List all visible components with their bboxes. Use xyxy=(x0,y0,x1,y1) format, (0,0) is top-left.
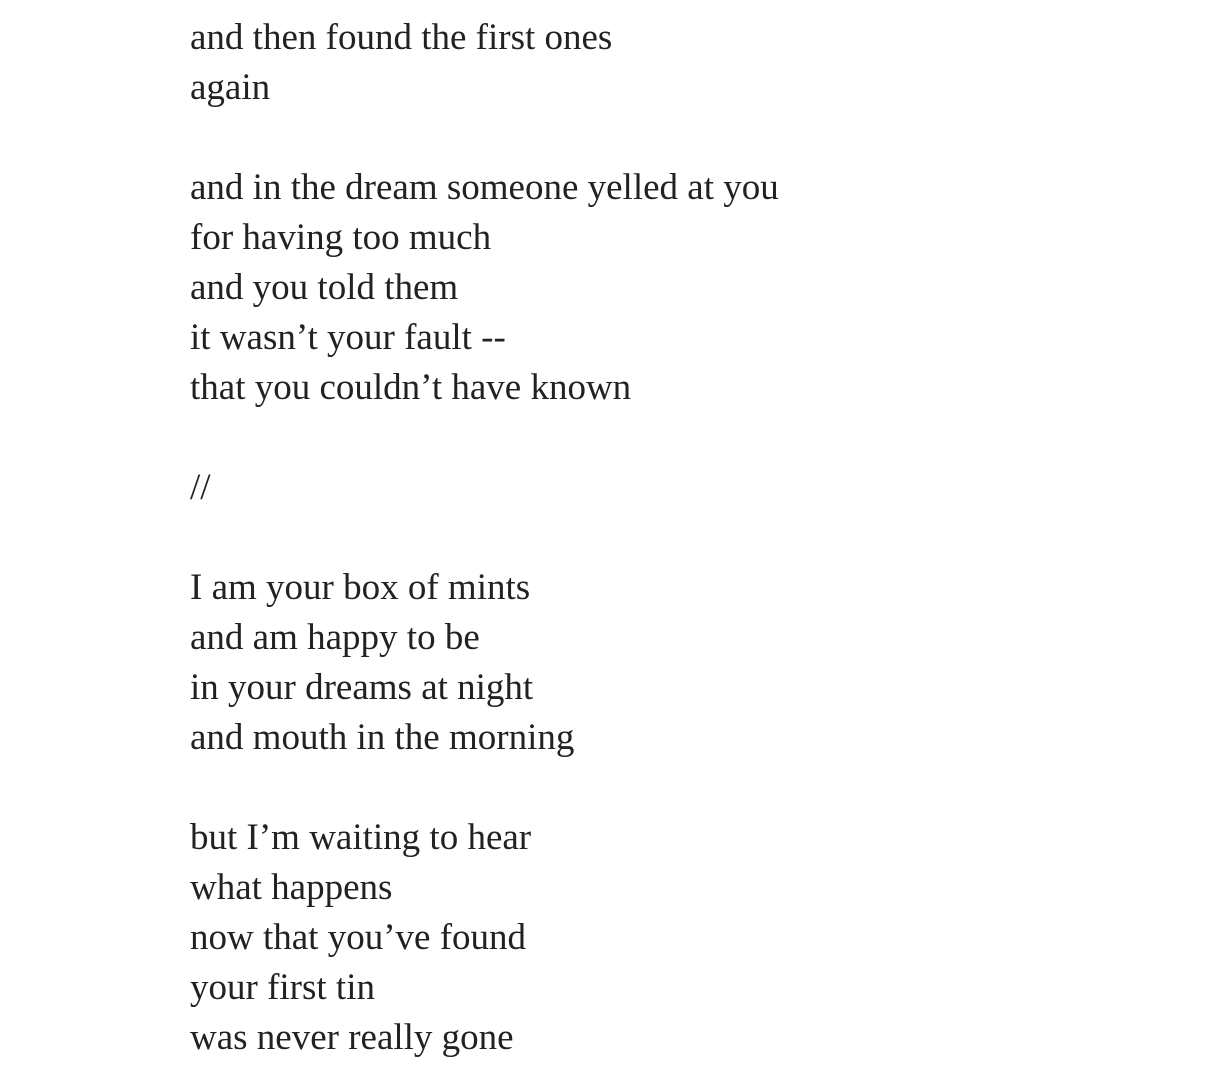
stanza-gap xyxy=(190,113,779,163)
poem-line: in your dreams at night xyxy=(190,667,534,708)
poem-line: now that you’ve found xyxy=(190,917,527,958)
poem-line: and then found the first ones xyxy=(190,17,613,58)
poem-line: your first tin xyxy=(190,967,375,1008)
poem-line: for having too much xyxy=(190,217,492,258)
poem-line: I am your box of mints xyxy=(190,567,531,608)
stanza-gap xyxy=(190,413,779,463)
poem-line: that you couldn’t have known xyxy=(190,367,632,408)
poem-line: again xyxy=(190,67,271,108)
section-separator: // xyxy=(190,467,211,508)
poem-line: it wasn’t your fault -- xyxy=(190,317,506,358)
poem-line: and am happy to be xyxy=(190,617,480,658)
poem-line: what happens xyxy=(190,867,393,908)
stanza-3 xyxy=(190,563,779,763)
poem-line: and in the dream someone yelled at you xyxy=(190,167,779,208)
poem-line: and you told them xyxy=(190,267,459,308)
stanza-gap xyxy=(190,513,779,563)
poem-line: was never really gone xyxy=(190,1017,514,1058)
poem-text xyxy=(190,13,779,1063)
stanza-2 xyxy=(190,163,779,413)
poem-line: and mouth in the morning xyxy=(190,717,575,758)
stanza-1 xyxy=(190,13,779,113)
stanza-4 xyxy=(190,813,779,1063)
poem-line: but I’m waiting to hear xyxy=(190,817,532,858)
stanza-gap xyxy=(190,763,779,813)
